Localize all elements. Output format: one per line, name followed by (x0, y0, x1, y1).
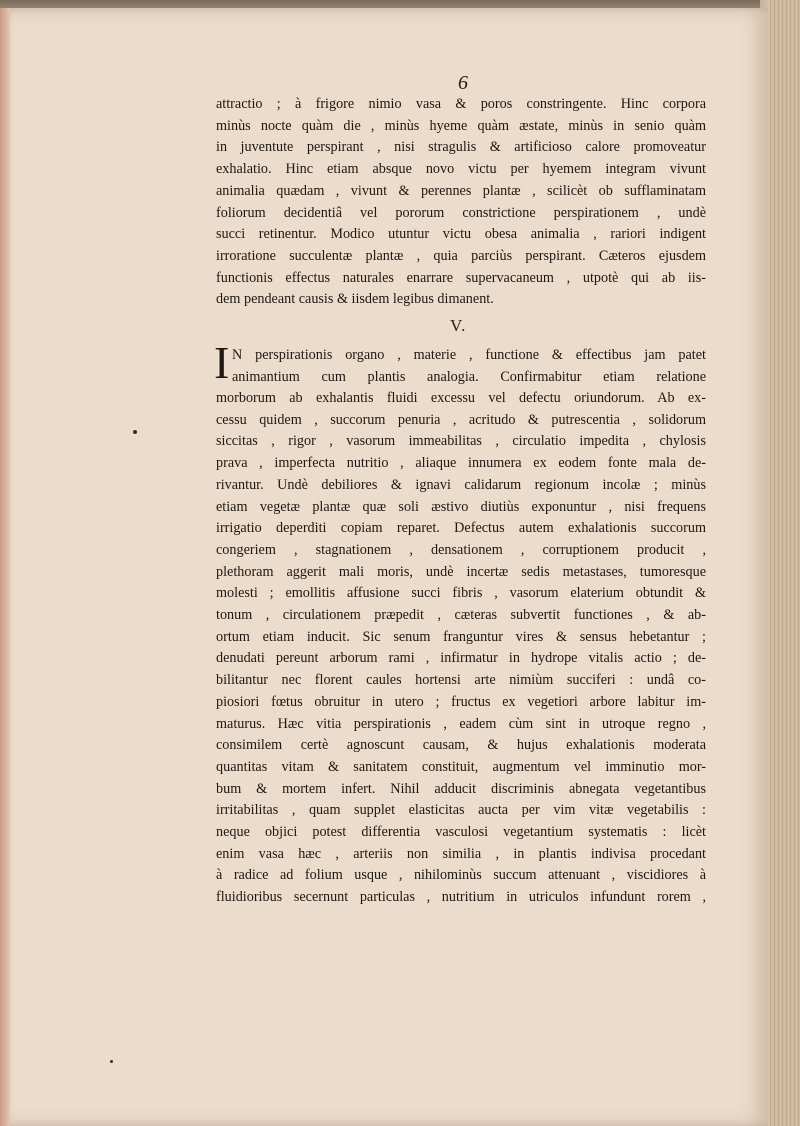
page-left-edge (0, 8, 10, 1126)
paragraph-2 (216, 388, 706, 909)
text-line: quantitas vitam & sanitatem constituit, augmentum vel imminutio mor- (216, 758, 706, 775)
paragraph-2-indented (232, 345, 706, 388)
text-line: enim vasa hæc , arteriis non similia , in plantis indivisa procedant (216, 845, 706, 862)
text-line: fluidioribus secernunt particulas , nutritium in utriculos infundunt rorem , (216, 889, 706, 906)
text-line: tonum , circulationem præpedit , cæteras subvertit functiones , & ab- (216, 607, 706, 624)
text-line: molesti ; emollitis affusione succi fibris , vasorum elaterium obtundit & (216, 585, 706, 602)
text-line: morborum ab exhalantis fluidi excessu vel defectu oriundorum. Ab ex- (216, 390, 706, 406)
text-line: animalia quædam , vivunt & perennes plantæ , scilicèt ob sufflaminatam (216, 182, 706, 199)
text-line: cessu quidem , succorum penuria , acritudo & putrescentia , solidorum (216, 411, 706, 428)
text-line: irrigatio deperditi copiam reparet. Defectus autem exhalationis succorum (216, 520, 706, 537)
section-heading: V. (450, 316, 467, 335)
text-line: attractio ; à frigore nimio vasa & poros constringente. Hinc corpora (216, 96, 706, 112)
text-line: functionis effectus naturales enarrare supervacaneum , utpotè qui ab iis- (216, 269, 706, 286)
text-line: siccitas , rigor , vasorum immeabilitas , circulatio impedita , chylosis (216, 433, 706, 450)
paragraph-1 (216, 94, 706, 311)
text-line: rivantur. Undè debiliores & ignavi calidarum regionum incolæ ; minùs (216, 476, 706, 493)
paper-speck (110, 1060, 113, 1063)
text-line: animantium cum plantis analogia. Confirmabitur etiam relatione (232, 368, 706, 385)
text-line: in juventute perspirant , nisi stragulis & artificioso calore promoveatur (216, 139, 706, 156)
text-line: minùs nocte quàm die , minùs hyeme quàm æstate, minùs in senio quàm (216, 117, 706, 134)
text-line: maturus. Hæc vitia perspirationis , eadem cùm sint in utroque regno , (216, 715, 706, 732)
text-line: à radice ad folium usque , nihilominùs succum attenuant , viscidiores à (216, 867, 706, 884)
paper-speck (133, 430, 137, 434)
text-line: denudati pereunt arborum rami , infirmatur in hydrope vitalis actio ; de- (216, 650, 706, 667)
text-line: bum & mortem infert. Nihil adducit discriminis abnegata vegetantibus (216, 780, 706, 797)
text-line: neque objici potest differentia vasculosi vegetantium systematis : licèt (216, 824, 706, 841)
text-line: bilitantur nec florent caules hortensi arte nimiùm succiferi : undâ co- (216, 672, 706, 689)
text-line: dem pendeant causis & iisdem legibus dimanent. (216, 291, 494, 308)
text-line: N perspirationis organo , materie , functione & effectibus jam patet (232, 347, 706, 363)
page-stack-edge (770, 0, 800, 1126)
text-line: consimilem certè agnoscunt causam, & hujus exhalationis moderata (216, 737, 706, 754)
text-line: congeriem , stagnationem , densationem , corruptionem producit , (216, 541, 706, 558)
text-line: foliorum decidentiâ vel pororum constrictione perspirationem , undè (216, 204, 706, 221)
text-line: irroratione succulentæ plantæ , quia parciùs perspirant. Cæteros ejusdem (216, 247, 706, 264)
text-line: prava , imperfecta nutritio , aliaque innumera ex eodem fonte mala de- (216, 455, 706, 472)
page-number: 6 (458, 72, 468, 94)
text-line: plethoram aggerit mali moris, undè incertæ sedis metastases, tumoresque (216, 563, 706, 580)
text-line: succi retinentur. Modico utuntur victu obesa animalia , rariori indigent (216, 226, 706, 243)
text-line: exhalatio. Hinc etiam absque novo victu per hyemem integram vivunt (216, 161, 706, 178)
text-line: irritabilitas , quam supplet elasticitas aucta per vim vitæ vegetabilis : (216, 802, 706, 819)
text-line: ortum etiam inducit. Sic senum franguntur vires & sensus hebetantur ; (216, 628, 706, 645)
drop-cap: I (214, 337, 230, 388)
text-line: etiam vegetæ plantæ quæ soli æstivo diutiùs exponuntur , nisi frequens (216, 498, 706, 515)
text-line: piosiori fœtus obruitur in utero ; fructus ex vegetiori arbore labitur im- (216, 693, 706, 710)
